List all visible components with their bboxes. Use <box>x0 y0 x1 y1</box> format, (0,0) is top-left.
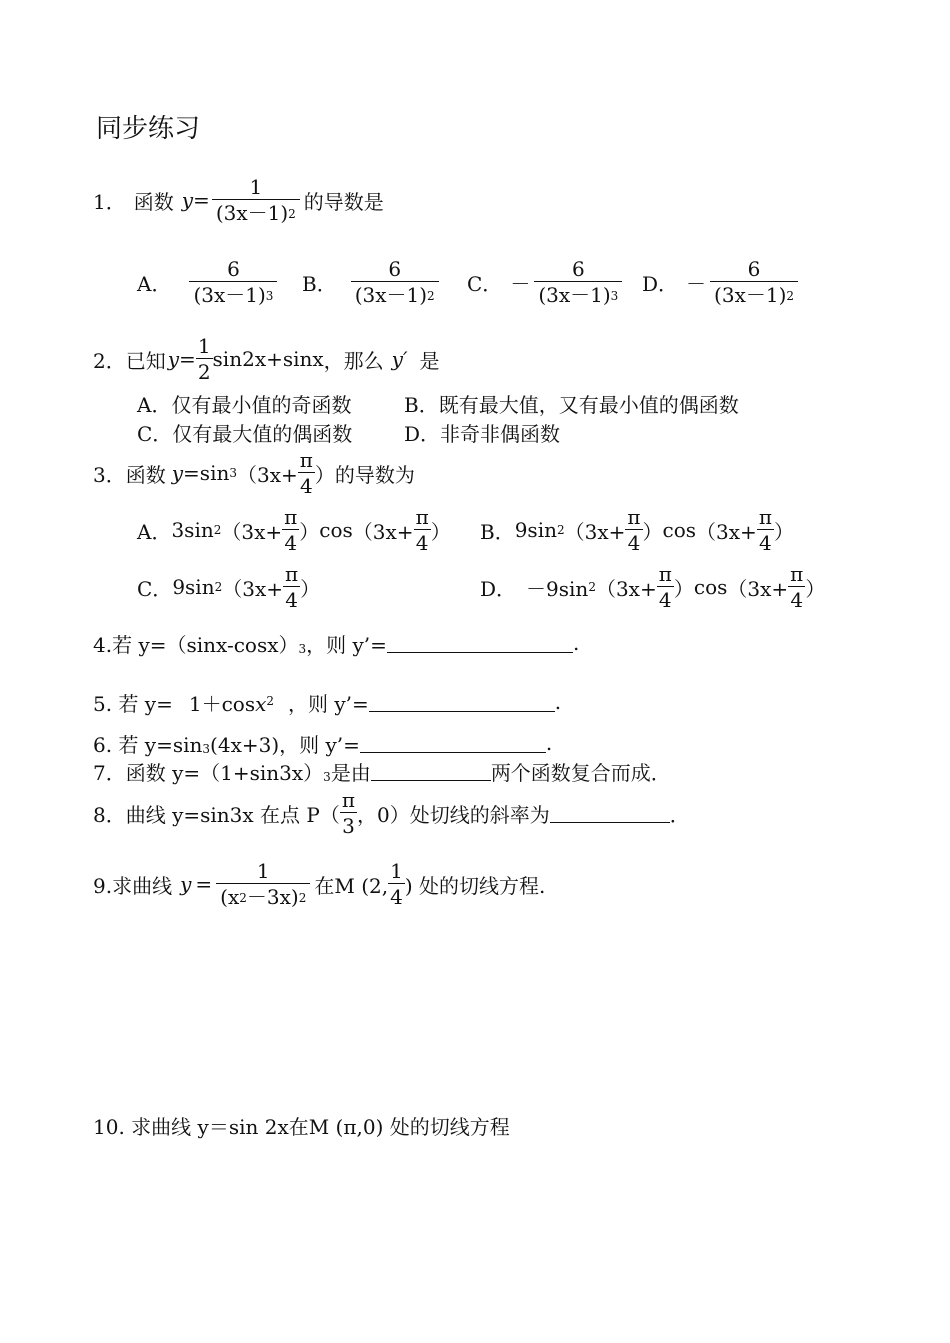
question-2 <box>93 334 440 384</box>
q2-y: y <box>167 347 180 371</box>
q2-tail1: ，那么 <box>323 348 384 373</box>
question-3 <box>93 448 415 498</box>
q3-option-c-label: C． <box>137 576 173 601</box>
q1-lead: 函数 <box>133 189 174 214</box>
q3-expr: =sin <box>183 461 230 485</box>
q7-answer-blank[interactable] <box>371 762 491 781</box>
q3-option-a-open1: （3x+ <box>221 519 283 544</box>
q1-option-d <box>642 258 798 307</box>
q7-tail: 两个函数复合而成． <box>490 760 671 785</box>
q2-frac-num: 1 <box>197 333 211 358</box>
q4-text: 4.若 y=（sinx-cosx） <box>93 632 299 657</box>
question-6 <box>93 730 552 756</box>
q3-option-a-coef: 3sin <box>171 518 214 542</box>
q4-end: . <box>572 631 580 655</box>
q2-option-c: C．仅有最大值的偶函数 <box>137 422 353 446</box>
question-9 <box>93 856 545 912</box>
q3-option-c-frac: $\frac{\pi}{4}$ <box>284 561 299 612</box>
q3-option-a-frac2: $\frac{\pi}{4}$ <box>415 504 429 555</box>
q9-num: 1 <box>256 858 270 883</box>
q3-option-d-cos: cos <box>693 575 728 599</box>
q3-option-d-frac2: $\frac{\pi}{4}$ <box>790 561 804 612</box>
q3-lead: 函数 <box>125 462 166 487</box>
q3-option-b-close2: ） <box>773 519 794 544</box>
q1-option-a <box>137 258 277 307</box>
q3-tail: 的导数为 <box>334 462 415 487</box>
q3-option-a <box>137 505 451 555</box>
q4-pow: 3 <box>298 642 307 656</box>
q3-pi: π <box>299 447 313 472</box>
q5-x: x <box>255 692 267 716</box>
q1-option-a-den: $(3x-1)^3$ <box>189 281 277 307</box>
q3-option-b-frac1: $\frac{\pi}{4}$ <box>627 504 641 555</box>
q5-pow: 2 <box>266 694 275 708</box>
q3-y: y <box>171 461 184 485</box>
q3-option-a-frac1: $\frac{\pi}{4}$ <box>284 504 298 555</box>
q9-lead: 9.求曲线 <box>93 873 173 898</box>
q3-option-b-label: B． <box>480 519 515 544</box>
q8-three: 3 <box>340 812 357 838</box>
q2-number: 2． <box>93 348 126 373</box>
question-1 <box>93 172 384 228</box>
question-5 <box>93 689 561 715</box>
q3-option-b-frac2: $\frac{\pi}{4}$ <box>758 504 772 555</box>
q3-four: 4 <box>298 472 315 498</box>
q3-paren-close: ） <box>314 462 335 487</box>
q1-option-d-den: $(3x-1)^2$ <box>710 281 798 307</box>
q9-mid: 在M (2, <box>314 873 389 898</box>
q1-fraction <box>212 176 300 225</box>
q5-sqrt <box>187 687 276 717</box>
q6-end: . <box>545 731 553 755</box>
q3-pow: 3 <box>229 466 237 480</box>
q9-point-frac <box>388 860 405 909</box>
q3-option-d-label: D． <box>480 576 517 601</box>
q5-text: 5. 若 y= <box>93 691 173 716</box>
q1-option-b-frac <box>351 258 439 307</box>
q3-option-d-open1: （3x+ <box>595 576 657 601</box>
q3-option-b-open1: （3x+ <box>564 519 626 544</box>
q3-option-c <box>137 562 320 612</box>
q3-option-d-close2: ） <box>805 576 826 601</box>
q7-text: 7．函数 y=（1+sin3x） <box>93 760 324 785</box>
q5-end: . <box>554 690 562 714</box>
q1-y: y <box>181 188 194 212</box>
q6-pow: 3 <box>202 742 211 756</box>
q8-answer-blank[interactable] <box>550 804 670 823</box>
q3-option-c-coef: 9sin <box>172 575 215 599</box>
q1-option-b-label: B． <box>302 272 337 296</box>
q1-option-c-den: $(3x-1)^3$ <box>534 281 622 307</box>
q1-number: 1． <box>93 189 126 214</box>
q3-paren-open: （3x+ <box>237 462 298 487</box>
q2-lead: 已知 <box>125 348 166 373</box>
q2-fraction <box>196 335 213 384</box>
q9-y: y <box>180 872 192 896</box>
q8-text: 8．曲线 y=sin3x 在点 P（ <box>93 802 340 827</box>
q3-option-b-close1: ） <box>642 519 663 544</box>
q3-option-c-sq: 2 <box>214 580 223 594</box>
q1-option-d-sign: － <box>686 272 707 296</box>
q9-point-den: 4 <box>390 884 403 909</box>
q8-pi: π <box>341 787 356 812</box>
q1-option-c-frac <box>534 258 622 307</box>
q1-option-a-frac <box>189 258 277 307</box>
q6-answer-blank[interactable] <box>360 734 546 753</box>
q3-option-d-open2: （3x+ <box>727 576 789 601</box>
q3-option-c-open: （3x+ <box>222 576 283 601</box>
q1-option-d-num: 6 <box>747 257 761 281</box>
q1-eq: = <box>193 188 210 212</box>
q9-tail: ) 处的切线方程. <box>404 873 546 898</box>
q6-rest: (4x+3)，则 y’= <box>210 732 360 757</box>
q1-option-a-num: 6 <box>227 257 240 281</box>
q4-tail: ，则 y’= <box>306 632 387 657</box>
question-7 <box>93 758 671 784</box>
q2-option-b: B．既有最大值，又有最小值的偶函数 <box>404 393 739 417</box>
q3-option-a-open2: （3x+ <box>352 519 414 544</box>
q3-option-d-coef: －9sin <box>526 576 589 601</box>
q1-option-d-label: D． <box>642 272 679 296</box>
q3-option-a-cos: cos <box>319 518 353 542</box>
q3-option-b-open2: （3x+ <box>696 519 757 544</box>
page-title: 同步练习 <box>96 114 201 144</box>
q1-option-d-frac <box>710 258 798 307</box>
q9-den: $(x^2-3x)^2$ <box>216 883 310 909</box>
q1-tail: 的导数是 <box>303 189 384 214</box>
q2-option-a: A．仅有最小值的奇函数 <box>137 393 352 417</box>
question-4 <box>93 630 579 656</box>
q1-frac-den: $(3x-1)^2$ <box>212 199 300 225</box>
q1-option-b-den: $(3x-1)^2$ <box>351 281 439 307</box>
q3-option-d-close1: ） <box>673 576 694 601</box>
q3-pi-frac <box>298 449 315 498</box>
q1-option-b <box>302 258 439 307</box>
q3-option-b-cos: cos <box>662 518 697 542</box>
q8-end: ． <box>669 802 690 827</box>
q8-frac <box>340 789 357 838</box>
q6-text: 6. 若 y=sin <box>93 732 203 757</box>
q1-option-c-num: 6 <box>571 257 585 281</box>
q3-option-a-label: A． <box>137 519 172 544</box>
q9-point-num: 1 <box>390 858 403 883</box>
q3-number: 3． <box>93 462 126 487</box>
q2-tail2: 是 <box>419 348 440 373</box>
q1-frac-num: 1 <box>249 174 263 199</box>
question-10: 10. 求曲线 y＝sin 2x在M (π,0) 处的切线方程 <box>93 1115 510 1139</box>
q2-option-d: D．非奇非偶函数 <box>404 422 561 446</box>
q3-option-a-close2: ） <box>430 519 451 544</box>
q3-option-b-coef: 9sin <box>514 518 557 542</box>
question-8 <box>93 788 690 838</box>
q3-option-d <box>480 562 825 612</box>
q3-option-d-sq: 2 <box>588 580 596 594</box>
q9-eq: = <box>195 872 213 896</box>
q8-mid: ，0）处切线的斜率为 <box>357 802 550 827</box>
q5-radicand: 1＋cos <box>188 692 256 716</box>
q7-mid: 是由 <box>330 760 371 785</box>
q2-yprime: y′ <box>391 347 408 371</box>
q2-eq: = <box>179 347 196 371</box>
q1-option-c <box>467 258 622 307</box>
q1-option-b-num: 6 <box>388 257 402 281</box>
q9-frac <box>216 860 310 909</box>
q1-option-a-label: A． <box>137 272 172 296</box>
q3-option-c-close: ） <box>300 576 321 601</box>
q7-pow: 3 <box>323 770 331 784</box>
q3-option-b <box>480 505 794 555</box>
q1-option-c-label: C． <box>467 272 503 296</box>
q3-option-d-frac1: $\frac{\pi}{4}$ <box>658 561 672 612</box>
q5-answer-blank[interactable] <box>369 693 555 712</box>
q3-option-a-close1: ） <box>299 519 320 544</box>
q4-answer-blank[interactable] <box>387 634 573 653</box>
q1-option-c-sign: － <box>510 272 531 296</box>
q3-option-a-sq: 2 <box>213 523 222 537</box>
q2-frac-den: 2 <box>197 359 211 384</box>
q3-option-b-sq: 2 <box>556 523 565 537</box>
q2-expr: sin2x+sinx <box>212 347 324 371</box>
q5-tail: ，则 y’= <box>288 691 369 716</box>
